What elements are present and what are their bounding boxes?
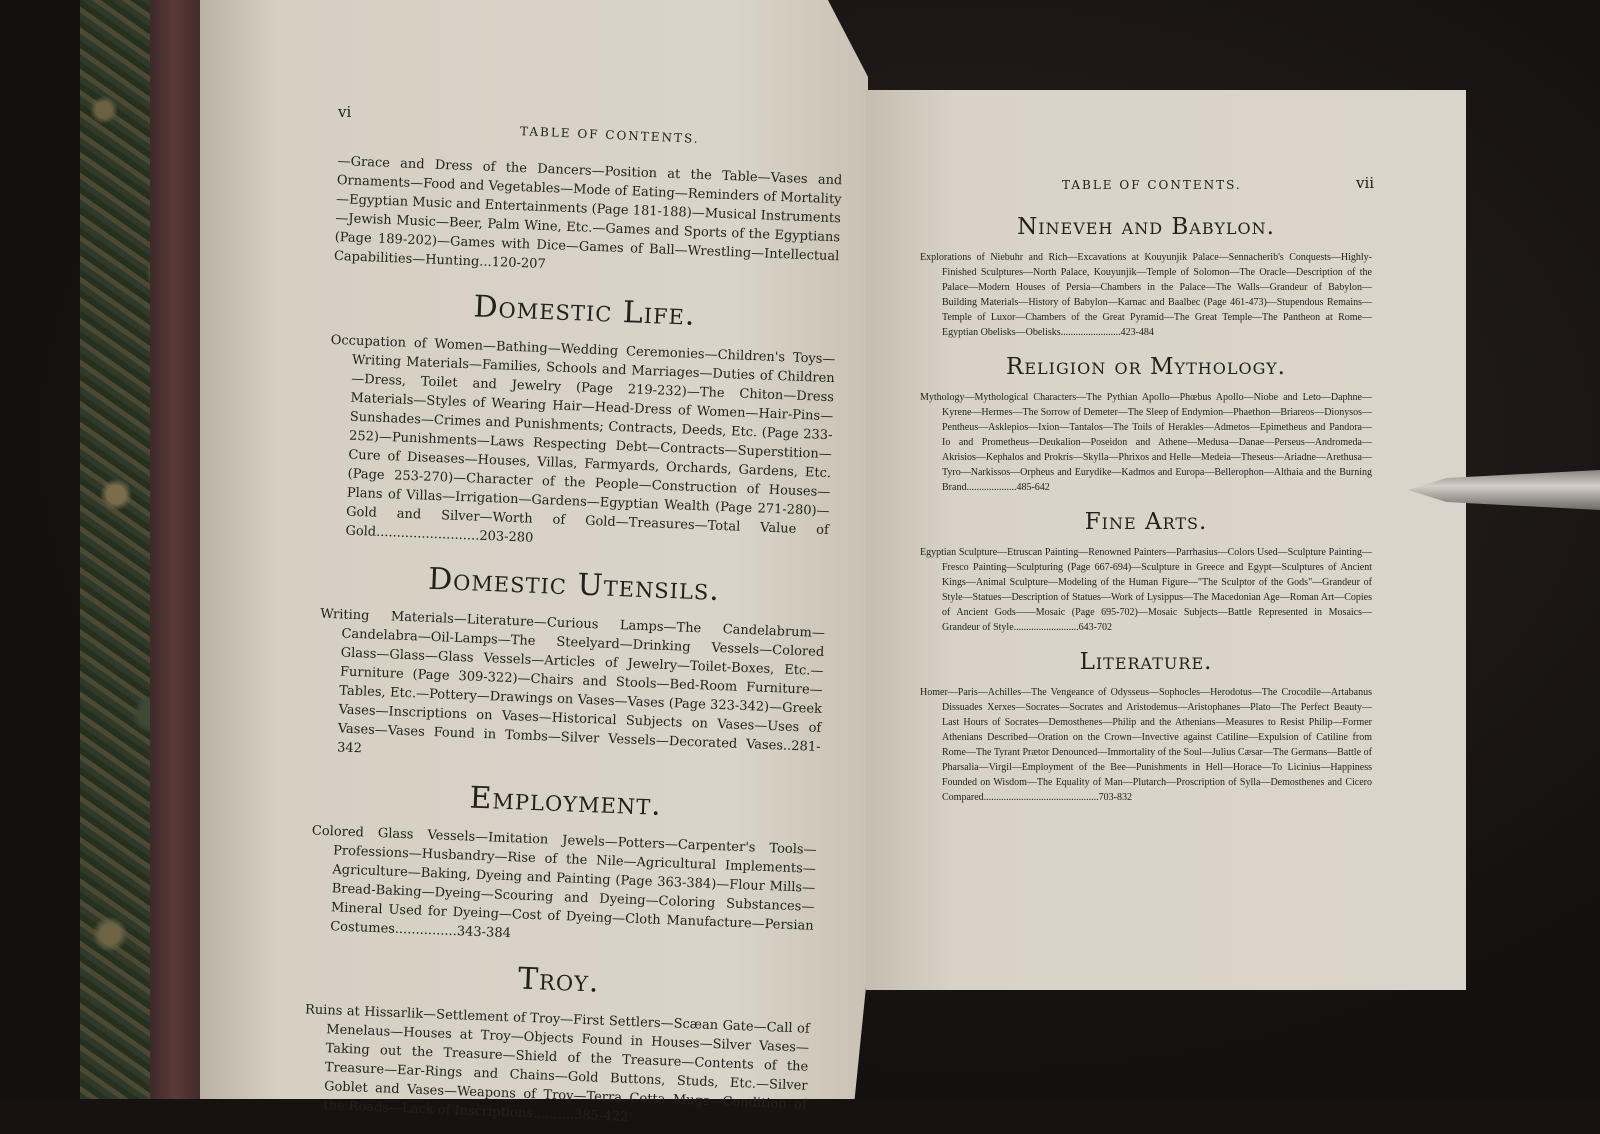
entry-nineveh: Explorations of Niebuhr and Rich—Excavations at Kouyunjik Palace—Sennacherib's Conquests—Highly-Finished Sculptures—North Palace, Kouyunjik—Temple of Solomon—The Oracle—Description of the Palace—Modern Houses of Persia—Chambers in the Palace—The Walls—Grandeur of Babylon—Building Materials—History of Babylon—Karnac and Baalbec (Page 461-473)—Stupendous Remains—Temple of Luxor—Chambers of the Great Pyramid—The Great Temple—The Pantheon at Rome—Egyptian Obelisks—Obelisks........................423-484 [920,252,1372,338]
heading-fine-arts: Fine Arts. [1084,509,1208,535]
entry-troy: Ruins at Hissarlik—Settlement of Troy—First Settlers—Scæan Gate—Call of Menelaus—Houses at Troy—Objects Found in Houses—Silver Vases—Taking out the Treasure—Shield of the Treasure—Contents of the Treasure—Ear-Rings and Chains—Gold Buttons, Studs, Etc.—Silver Goblet and Vases—Weapons of Troy—Terra Cotta Mugs—Condition of the Roads—Lack of Inscriptions..........385-422 [304,1002,810,1125]
entry-literature: Homer—Paris—Achilles—The Vengeance of Odysseus—Sophocles—Herodotus—The Crocodile—Artabanus Dissuades Xerxes—Socrates—Socrates and Aristodemus—Aristophanes—Plato—The Perfect Beauty—Last Hours of Socrates—Demosthenes—Philip and the Athenians—Measures to Resist Philip—Former Athenians Described—Oration on the Crown—Invective against Catiline—Expulsion of Catiline from Rome—The Tyrant Prætor Denounced—Immortality of the Soul—Julius Cæsar—The Germans—Battle of Pharsalia—Virgil—Employment of the Bee—Punishments in Hell—Horace—To Licinius—Happiness Founded on Wisdom—The Equality of Man—Plutarch—Proscription of Sylla—Demosthenes and Cicero Compared..............................................703-832 [920,687,1372,803]
left-running-head: TABLE OF CONTENTS. [519,124,700,146]
entry-fine-arts: Egyptian Sculpture—Etruscan Painting—Renowned Painters—Parrhasius—Colors Used—Sculpture Painting—Fresco Painting—Sculpturing (Page 667-694)—Sculpture in Greece and Egypt—Sculptures of Ancient Kings—Animal Sculpture—Modeling of the Human Figure—"The Sculptor of the Gods"—Grandeur of Style—Statues—Description of Statues—Work of Lysippus—The Macedonian Age—Roman Art—Copies of Ancient Gods——Mosaic (Page 695-702)—Mosaic Subjects—Battle Represented in Mosaics—Grandeur of Style..........................643-702 [920,547,1372,633]
heading-religion: Religion or Mythology. [1006,354,1286,380]
right-contents [920,200,1372,805]
right-folio: vii [1356,174,1375,192]
intro-entry: —Grace and Dress of the Dancers—Position at the Table—Vases and Ornaments—Food and Vegetables—Mode of Eating—Reminders of Mortality—Egyptian Music and Entertainments (Page 181-188)—Musical Instruments—Jewish Music—Beer, Palm Wine, Etc.—Games and Sports of the Egyptians (Page 189-202)—Games with Dice—Games of Ball—Wrestling—Intellectual Capabilities—Hunting...120-207 [333,153,843,273]
heading-nineveh: Nineveh and Babylon. [1017,214,1275,240]
heading-employment: Employment. [468,780,663,823]
heading-domestic-life: Domestic Life. [472,289,697,333]
entry-employment: Colored Glass Vessels—Imitation Jewels—Potters—Carpenter's Tools—Professions—Husbandry—Rise of the Nile—Agricultural Implements—Agriculture—Baking, Dyeing and Painting (Page 363-384)—Flour Mills—Bread-Baking—Dyeing—Scouring and Dyeing—Coloring Substances—Mineral Used for Dyeing—Cost of Dyeing—Cloth Manufacture—Persian Costumes...............343-384 [311,823,817,942]
entry-domestic-utensils: Writing Materials—Literature—Curious Lamps—The Candelabrum—Candelabra—Oil-Lamps—The Steelyard—Drinking Vessels—Colored Glass—Glass—Glass Vessels—Articles of Jewelry—Toilet-Boxes, Etc.—Furniture (Page 309-322)—Chairs and Stools—Bed-Room Furniture—Tables, Etc.—Pottery—Drawings on Vases—Vases (Page 323-342)—Greek Vases—Inscriptions on Vases—Historical Subjects on Vases—Uses of Vases—Vases Found in Tombs—Silver Vessels—Decorated Vases..281-342 [319,606,826,757]
heading-domestic-utensils: Domestic Utensils. [427,561,721,608]
entry-religion: Mythology—Mythological Characters—The Pythian Apollo—Phœbus Apollo—Niobe and Leto—Daphne—Kyrene—Hermes—The Sorrow of Demeter—The Sleep of Endymion—Phaethon—Briareos—Dionysos—Pentheus—Asklepios—Ixion—Tantalos—The Toils of Herakles—Admetos—Epimetheus and Pandora—Io and Prometheus—Deukalion—Poseidon and Athene—Medusa—Danae—Perseus—Andromeda—Akrisios—Kephalos and Prokris—Skylla—Phrixos and Helle—Medeia—Theseus—Ariadne—Arethusa—Tyro—Narkissos—Orpheus and Eurydike—Kadmos and Europa—Bellerophon—Althaia and the Burning Brand....................485-642 [920,392,1372,493]
heading-literature: Literature. [1079,649,1213,675]
heading-troy: Troy. [517,961,601,1000]
right-running-head: TABLE OF CONTENTS. [1062,178,1242,192]
left-folio: vi [338,103,352,121]
left-contents [301,152,843,1134]
entry-domestic-life: Occupation of Women—Bathing—Wedding Ceremonies—Children's Toys—Writing Materials—Families, Schools and Marriages—Duties of Children—Dress, Toilet and Jewelry (Page 219-232)—The Chiton—Dress Materials—Styles of Wearing Hair—Head-Dress of Women—Hair-Pins—Sunshades—Crimes and Punishments; Contracts, Deeds, Etc. (Page 233-252)—Punishments—Laws Respecting Debt—Contracts—Superstition—Cure of Diseases—Houses, Villas, Farmyards, Orchards, Gardens, Etc. (Page 253-270)—Character of the People—Construction of Houses—Plans of Villas—Irrigation—Gardens—Egyptian Wealth (Page 271-280)—Gold and Silver—Worth of Gold—Treasures—Total Value of Gold.........................203-280 [330,332,836,546]
